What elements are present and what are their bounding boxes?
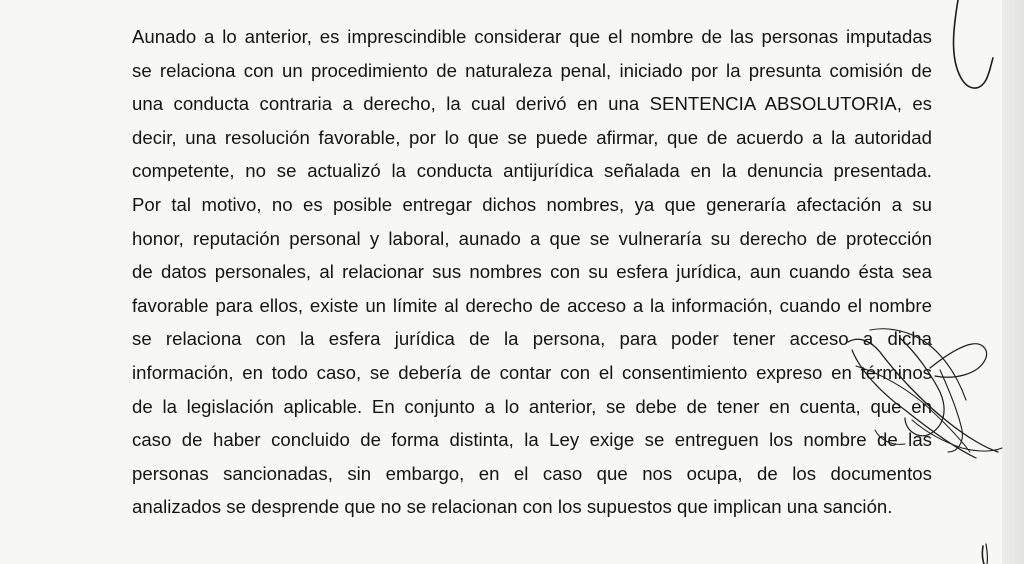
paragraph-line: Aunado a lo anterior, es imprescindible considerar que el nombre de las personas imputadas (132, 26, 932, 47)
paragraph-line: personas sancionadas, sin embargo, en el caso que nos ocupa, de los documentos (132, 462, 932, 484)
paragraph-line: de datos personales, al relacionar sus nombres con su esfera jurídica, aun cuando ésta sea (132, 261, 932, 283)
paragraph-line: caso de haber concluido de forma distinta, la Ley exige se entreguen los nombre de las (132, 429, 932, 451)
paragraph-line: analizados se desprende que no se relacionan con los supuestos que implican una sanción. (132, 496, 893, 518)
paragraph-line: una conducta contraria a derecho, la cual derivó en una SENTENCIA ABSOLUTORIA, es (132, 93, 932, 115)
paragraph-line: decir, una resolución favorable, por lo que se puede afirmar, que de acuerdo a la autoridad (132, 126, 932, 148)
document-paragraph (132, 20, 932, 524)
paragraph-line: de la legislación aplicable. En conjunto a lo anterior, se debe de tener en cuenta, que en (132, 395, 932, 417)
paragraph-line: competente, no se actualizó la conducta antijurídica señalada en la denuncia presentada. (132, 160, 932, 182)
paragraph-line: Por tal motivo, no es posible entregar dichos nombres, ya que generaría afectación a su (132, 193, 932, 215)
paragraph-line: honor, reputación personal y laboral, aunado a que se vulneraría su derecho de protección (132, 227, 932, 249)
margin-initial-mark-icon (954, 0, 994, 88)
page-edge (1002, 0, 1024, 564)
paragraph-line: se relaciona con un procedimiento de naturaleza penal, iniciado por la presunta comisión de (132, 59, 932, 81)
paragraph-line: se relaciona con la esfera jurídica de la persona, para poder tener acceso a dicha (132, 328, 932, 350)
paragraph-line: información, en todo caso, se debería de contar con el consentimiento expreso en términos (132, 361, 932, 383)
paragraph-line: favorable para ellos, existe un límite al derecho de acceso a la información, cuando el nombre (132, 294, 932, 316)
